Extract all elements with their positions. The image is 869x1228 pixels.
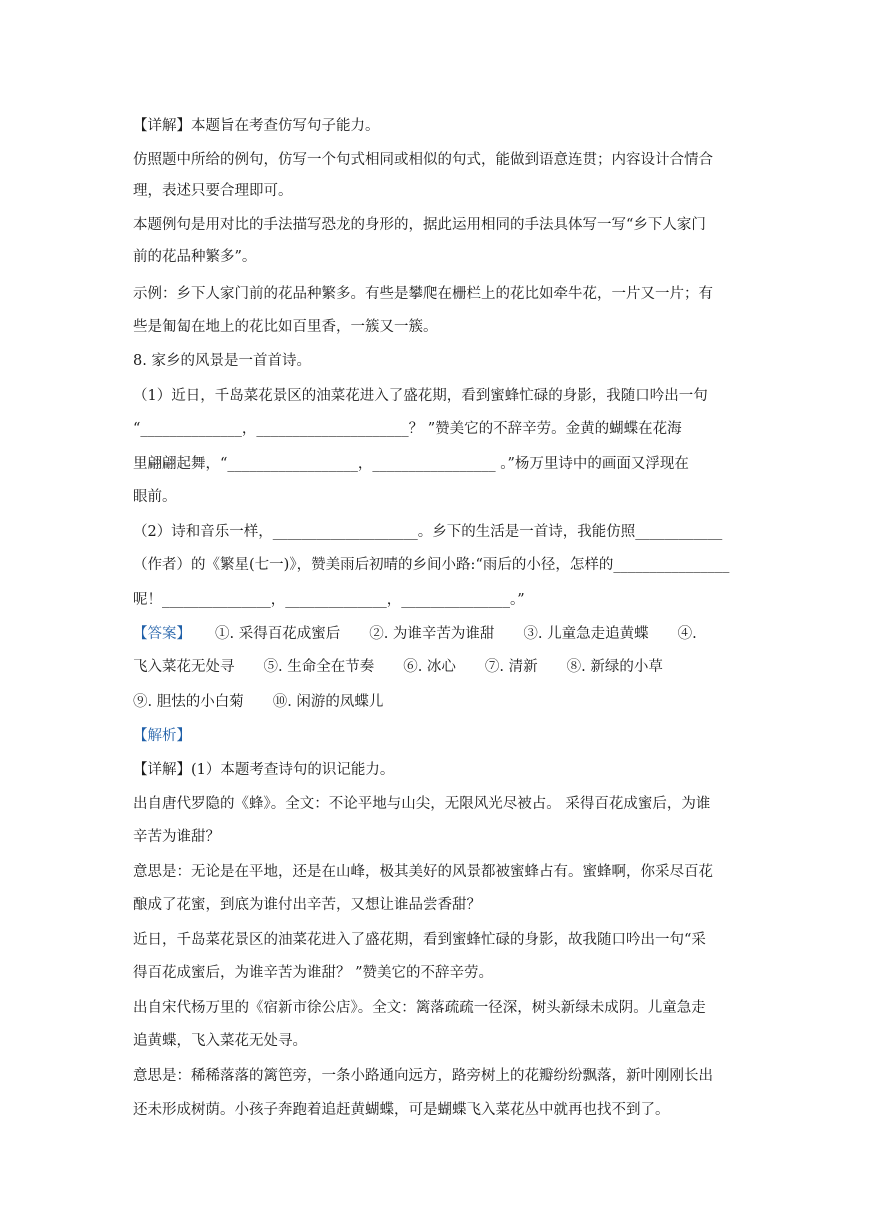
- answer-line: ①. 采得百花成蜜后 ②. 为谁辛苦为谁甜 ③. 儿童急走追黄蝶 ④.: [215, 626, 697, 642]
- text-line: 本题例句是用对比的手法描写恐龙的身形的，据此运用相同的手法具体写一写“乡下人家门: [133, 217, 706, 233]
- answer-line: 飞入菜花无处寻 ⑤. 生命全在节奏 ⑥. 冰心 ⑦. 清新 ⑧. 新绿的小草: [133, 659, 663, 675]
- text-line: 理，表述只要合理即可。: [133, 183, 293, 199]
- text-line: 得百花成蜜后，为谁辛苦为谁甜？ ”赞美它的不辞辛劳。: [133, 965, 494, 981]
- question-line: （2）诗和音乐一样，____________________。乡下的生活是一首诗，我能仿照____________: [133, 524, 723, 540]
- question-line: 眼前。: [133, 489, 177, 505]
- text-line: 意思是：稀稀落落的篱笆旁，一条小路通向远方，路旁树上的花瓣纷纷飘落，新叶刚刚长出: [133, 1068, 713, 1084]
- text-line: 酿成了花蜜，到底为谁付出辛苦，又想让谁品尝香甜？: [133, 897, 481, 913]
- explanation-heading: 【详解】(1）本题考查诗句的识记能力。: [133, 762, 395, 778]
- question-line: （作者）的《繁星(七一)》，赞美雨后初晴的乡间小路:“雨后的小径，怎样的________________: [133, 557, 730, 573]
- answer-line: ⑨. 胆怯的小白菊 ⑩. 闲游的凤蝶儿: [133, 694, 384, 710]
- text-line: 出自宋代杨万里的《宿新市徐公店》。全文：篱落疏疏一径深，树头新绿未成阴。儿童急走: [133, 1000, 706, 1016]
- question-line: “______________，_____________________？ ”赞美它的不辞辛劳。金黄的蝴蝶在花海: [133, 421, 682, 437]
- text-line: 辛苦为谁甜？: [133, 829, 220, 845]
- text-line: 追黄蝶，飞入菜花无处寻。: [133, 1033, 307, 1049]
- question-8-title: 8. 家乡的风景是一首首诗。: [133, 353, 311, 369]
- analysis-label: 【解析】: [133, 728, 191, 744]
- question-line: 呢！_______________，______________，_______________。”: [133, 592, 525, 608]
- text-line: 仿照题中所给的例句，仿写一个句式相同或相似的句式，能做到语意连贯；内容设计合情合: [133, 152, 713, 168]
- text-line: 意思是：无论是在平地，还是在山峰，极其美好的风景都被蜜蜂占有。蜜蜂啊，你采尽百花: [133, 864, 713, 880]
- text-line: 前的花品种繁多”。: [133, 249, 257, 265]
- text-line: 出自唐代罗隐的《蜂》。全文：不论平地与山尖，无限风光尽被占。 采得百花成蜜后，为谁: [133, 796, 711, 812]
- question-line: （1）近日，千岛菜花景区的油菜花进入了盛花期，看到蜜蜂忙碌的身影，我随口吟出一句: [133, 388, 708, 404]
- explanation-heading: 【详解】本题旨在考查仿写句子能力。: [133, 118, 380, 134]
- question-line: 里翩翩起舞，“__________________，_________________ 。”杨万里诗中的画面又浮现在: [133, 456, 689, 472]
- answer-label: 【答案】: [133, 626, 191, 642]
- text-line: 示例：乡下人家门前的花品种繁多。有些是攀爬在栅栏上的花比如牵牛花，一片又一片；有: [133, 286, 713, 302]
- text-line: 近日，千岛菜花景区的油菜花进入了盛花期，看到蜜蜂忙碌的身影，故我随口吟出一句“采: [133, 932, 706, 948]
- text-line: 还未形成树荫。小孩子奔跑着追赶黄蝴蝶，可是蝴蝶飞入菜花丛中就再也找不到了。: [133, 1102, 670, 1118]
- text-line: 些是匍匐在地上的花比如百里香，一簇又一簇。: [133, 319, 438, 335]
